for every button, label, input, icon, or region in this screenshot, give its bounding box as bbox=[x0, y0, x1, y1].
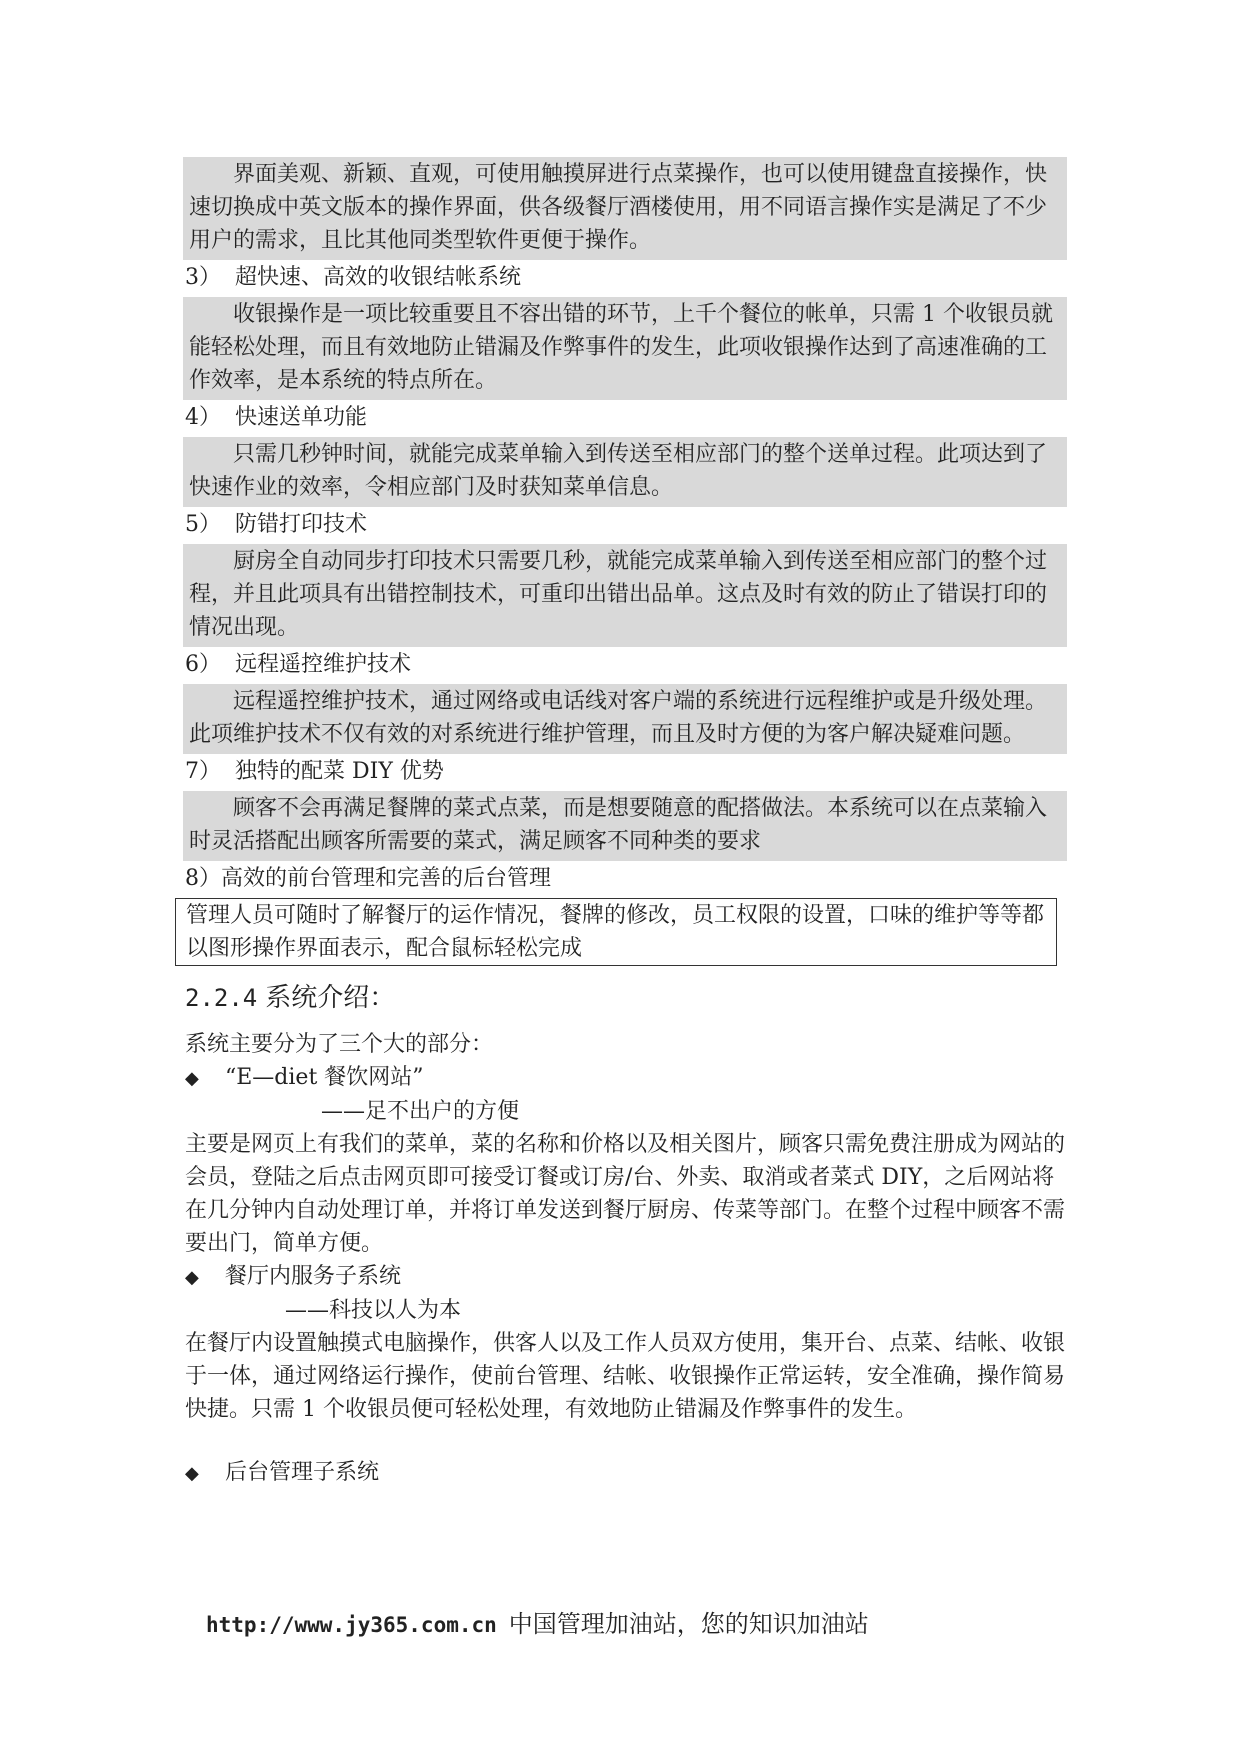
feature-3-description: 收银操作是一项比较重要且不容出错的环节，上千个餐位的帐单，只需 1 个收银员就能轻松处理，而且有效地防止错漏及作弊事件的发生，此项收银操作达到了高速准确的工作效率，是本系统的特点所在。 bbox=[183, 297, 1067, 400]
feature-number: 3） bbox=[185, 265, 221, 290]
feature-number: 4） bbox=[185, 405, 221, 430]
feature-5-heading bbox=[185, 507, 1065, 544]
subsystem-title: 后台管理子系统 bbox=[225, 1460, 380, 1485]
section-number: 2.2.4 bbox=[185, 984, 258, 1012]
feature-6-description: 远程遥控维护技术，通过网络或电话线对客户端的系统进行远程维护或是升级处理。此项维护技术不仅有效的对系统进行维护管理，而且及时方便的为客户解决疑难问题。 bbox=[183, 684, 1067, 754]
footer-slogan: 中国管理加油站，您的知识加油站 bbox=[508, 1610, 869, 1638]
diamond-bullet-icon: ◆ bbox=[185, 1463, 199, 1484]
subsystem-web-tagline: ——足不出户的方便 bbox=[321, 1099, 520, 1124]
section-title: 系统介绍： bbox=[265, 983, 396, 1013]
feature-title: 快速送单功能 bbox=[235, 405, 368, 430]
section-heading bbox=[185, 980, 1065, 1016]
page-footer bbox=[206, 1604, 869, 1639]
feature-8-description: 管理人员可随时了解餐厅的运作情况，餐牌的修改，员工权限的设置，口味的维护等等都以图形操作界面表示，配合鼠标轻松完成 bbox=[175, 898, 1057, 966]
feature-title: 独特的配菜 DIY 优势 bbox=[235, 759, 444, 784]
subsystem-title: “E—diet 餐饮网站” bbox=[225, 1065, 424, 1090]
feature-number: 5） bbox=[185, 512, 221, 537]
feature-number: 7） bbox=[185, 759, 221, 784]
diamond-bullet-icon: ◆ bbox=[185, 1068, 199, 1089]
subsystem-title: 餐厅内服务子系统 bbox=[225, 1264, 402, 1289]
feature-title: 超快速、高效的收银结帐系统 bbox=[235, 265, 522, 290]
footer-url: http://www.jy365.com.cn bbox=[206, 1613, 497, 1637]
subsystem-web-description: 主要是网页上有我们的菜单，菜的名称和价格以及相关图片，顾客只需免费注册成为网站的会员，登陆之后点击网页即可接受订餐或订房/台、外卖、取消或者菜式 DIY，之后网站将在几分钟内自动处理订单，并将订单发送到餐厅厨房、传菜等部门。在整个过程中顾客不需要出门，简单方便。 bbox=[185, 1132, 1066, 1256]
feature-8-heading: 8）高效的前台管理和完善的后台管理 bbox=[185, 866, 551, 891]
feature-7-description: 顾客不会再满足餐牌的菜式点菜，而是想要随意的配搭做法。本系统可以在点菜输入时灵活搭配出顾客所需要的菜式，满足顾客不同种类的要求 bbox=[183, 791, 1067, 861]
feature-title: 防错打印技术 bbox=[235, 512, 368, 537]
subsystem-restaurant-heading bbox=[185, 1260, 1065, 1294]
subsystem-restaurant-tagline: ——科技以人为本 bbox=[285, 1298, 462, 1323]
feature-4-heading bbox=[185, 400, 1065, 437]
document-body bbox=[185, 157, 1065, 1490]
subsystem-restaurant-description: 在餐厅内设置触摸式电脑操作，供客人以及工作人员双方使用，集开台、点菜、结帐、收银于一体，通过网络运行操作，使前台管理、结帐、收银操作正常运转，安全准确，操作简易快捷。只需 1 个收银员便可轻松处理，有效地防止错漏及作弊事件的发生。 bbox=[185, 1331, 1066, 1422]
feature-title: 远程遥控维护技术 bbox=[235, 652, 412, 677]
subsystem-web-heading bbox=[185, 1061, 1065, 1095]
intro-paragraph: 界面美观、新颖、直观，可使用触摸屏进行点菜操作，也可以使用键盘直接操作，快速切换成中英文版本的操作界面，供各级餐厅酒楼使用，用不同语言操作实是满足了不少用户的需求，且比其他同类型软件更便于操作。 bbox=[183, 157, 1067, 260]
feature-5-description: 厨房全自动同步打印技术只需要几秒，就能完成菜单输入到传送至相应部门的整个过程，并且此项具有出错控制技术，可重印出错出品单。这点及时有效的防止了错误打印的情况出现。 bbox=[183, 544, 1067, 647]
feature-6-heading bbox=[185, 647, 1065, 684]
section-intro: 系统主要分为了三个大的部分： bbox=[185, 1032, 494, 1057]
feature-7-heading bbox=[185, 754, 1065, 791]
feature-4-description: 只需几秒钟时间，就能完成菜单输入到传送至相应部门的整个送单过程。此项达到了快速作业的效率，令相应部门及时获知菜单信息。 bbox=[183, 437, 1067, 507]
feature-3-heading bbox=[185, 260, 1065, 297]
subsystem-backend-heading bbox=[185, 1456, 1065, 1490]
feature-number: 6） bbox=[185, 652, 221, 677]
diamond-bullet-icon: ◆ bbox=[185, 1267, 199, 1288]
